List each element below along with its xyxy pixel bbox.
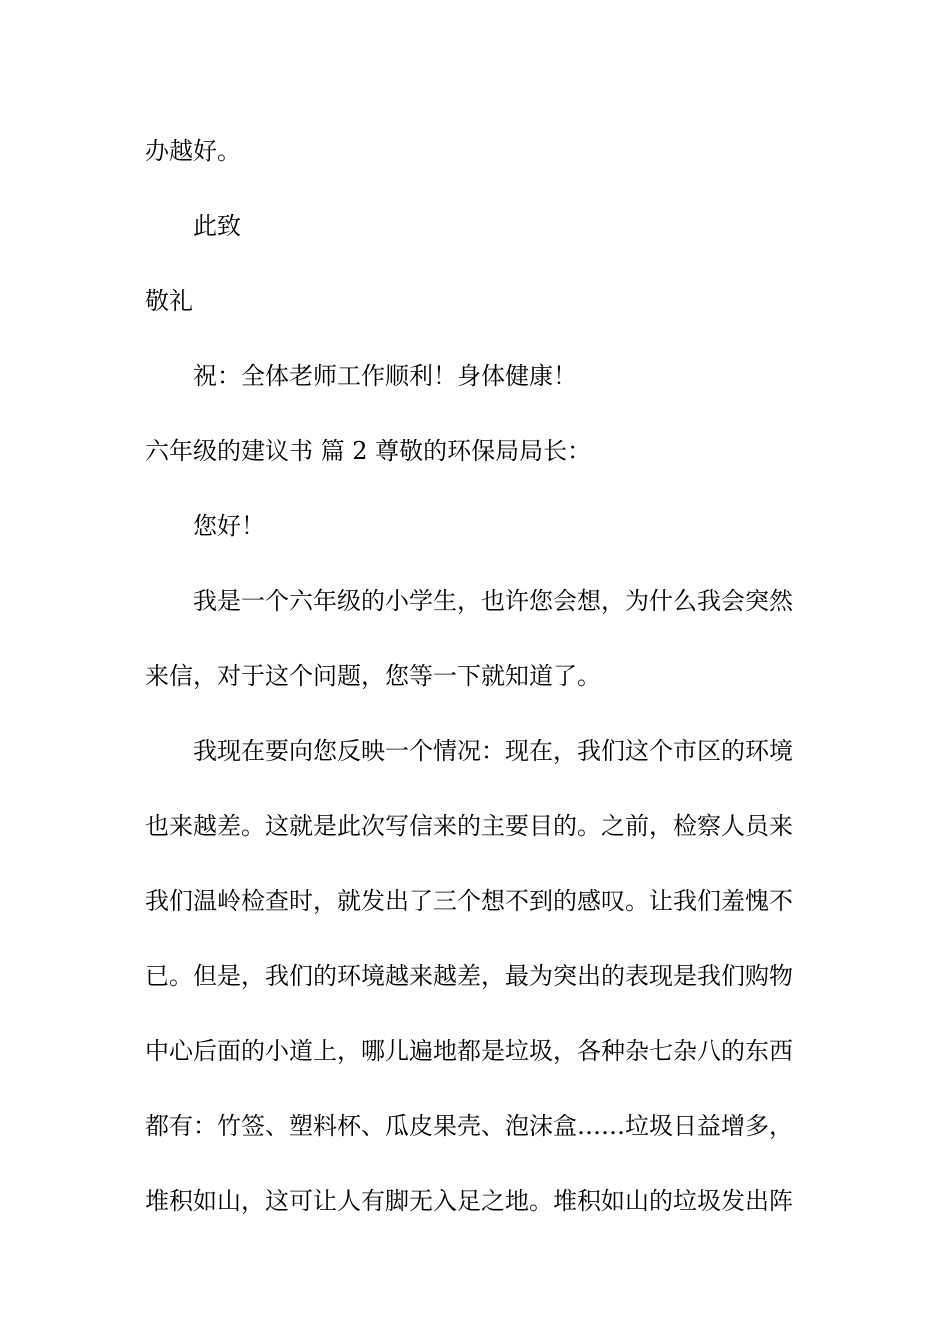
text-line: 来信，对于这个问题，您等一下就知道了。: [145, 662, 601, 690]
text-line: 堆积如山，这可让人有脚无入足之地。堆积如山的垃圾发出阵: [145, 1187, 793, 1215]
text-line: 祝：全体老师工作顺利！身体健康！: [193, 362, 577, 390]
text-line: 我现在要向您反映一个情况：现在，我们这个市区的环境: [193, 737, 793, 765]
text-line: 办越好。: [145, 137, 241, 165]
text-line: 已。但是，我们的环境越来越差，最为突出的表现是我们购物: [145, 962, 793, 990]
text-line: 我们温岭检查时，就发出了三个想不到的感叹。让我们羞愧不: [145, 887, 793, 915]
closing-regards: 敬礼: [145, 287, 193, 315]
text-line: 我是一个六年级的小学生，也许您会想，为什么我会突然: [193, 587, 793, 615]
text-line: 中心后面的小道上，哪儿遍地都是垃圾，各种杂七杂八的东西: [145, 1037, 793, 1065]
text-line: 也来越差。这就是此次写信来的主要目的。之前，检察人员来: [145, 812, 793, 840]
closing-salutation: 此致: [193, 212, 241, 240]
greeting: 您好！: [193, 512, 265, 540]
text-line: 都有：竹签、塑料杯、瓜皮果壳、泡沫盒……垃圾日益增多，: [145, 1112, 793, 1140]
section-heading: 六年级的建议书 篇 2 尊敬的环保局局长：: [145, 437, 592, 465]
